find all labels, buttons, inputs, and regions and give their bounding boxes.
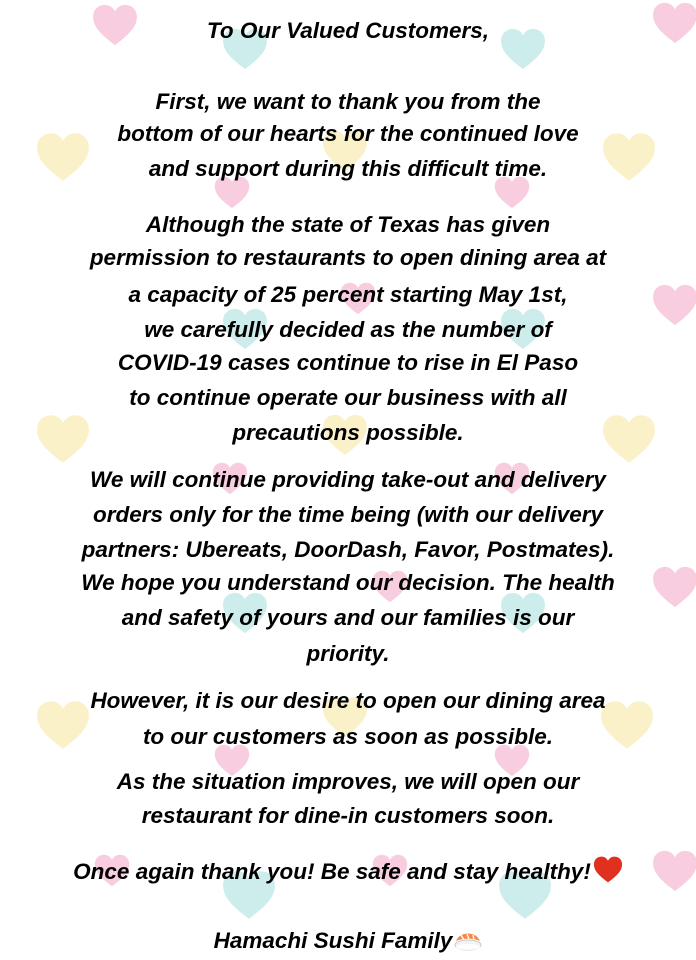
- paragraph-dining-line: to our customers as soon as possible.: [142, 724, 554, 749]
- paragraph-thanks-line: and support during this difficult time.: [148, 156, 548, 181]
- sushi-emoji-icon: [454, 927, 482, 958]
- heart-emoji-icon: [593, 856, 623, 890]
- paragraph-takeout-line: We hope you understand our decision. The health: [81, 570, 615, 595]
- paragraph-improves-line: restaurant for dine-in customers soon.: [141, 803, 555, 828]
- greeting: To Our Valued Customers,: [206, 18, 490, 43]
- paragraph-thanks-line: bottom of our hearts for the continued love: [117, 121, 579, 146]
- paragraph-takeout-line: partners: Ubereats, DoorDash, Favor, Postmates).: [81, 537, 615, 562]
- paragraph-reopening-line: we carefully decided as the number of: [144, 317, 552, 342]
- paragraph-reopening-line: Although the state of Texas has given: [145, 212, 551, 237]
- paragraph-dining-line: However, it is our desire to open our dining area: [90, 688, 606, 713]
- paragraph-thanks-line: First, we want to thank you from the: [155, 89, 541, 114]
- paragraph-reopening-line: COVID-19 cases continue to rise in El Paso: [117, 350, 579, 375]
- paragraph-reopening-line: permission to restaurants to open dining area at: [89, 245, 607, 270]
- signature-text: Hamachi Sushi Family: [213, 928, 453, 953]
- closing-text: Once again thank you! Be safe and stay healthy!: [73, 858, 591, 884]
- paragraph-takeout-line: priority.: [306, 641, 390, 666]
- paragraph-takeout-line: orders only for the time being (with our delivery: [92, 502, 604, 527]
- paragraph-takeout-line: and safety of yours and our families is our: [121, 605, 575, 630]
- closing-line: [0, 856, 696, 890]
- paragraph-reopening-line: to continue operate our business with all: [129, 385, 567, 410]
- paragraph-takeout-line: We will continue providing take-out and delivery: [90, 467, 606, 492]
- paragraph-reopening-line: a capacity of 25 percent starting May 1st,: [128, 282, 568, 307]
- signature-line: [0, 926, 696, 958]
- paragraph-reopening-line: precautions possible.: [232, 420, 464, 445]
- paragraph-improves-line: As the situation improves, we will open our: [116, 769, 580, 794]
